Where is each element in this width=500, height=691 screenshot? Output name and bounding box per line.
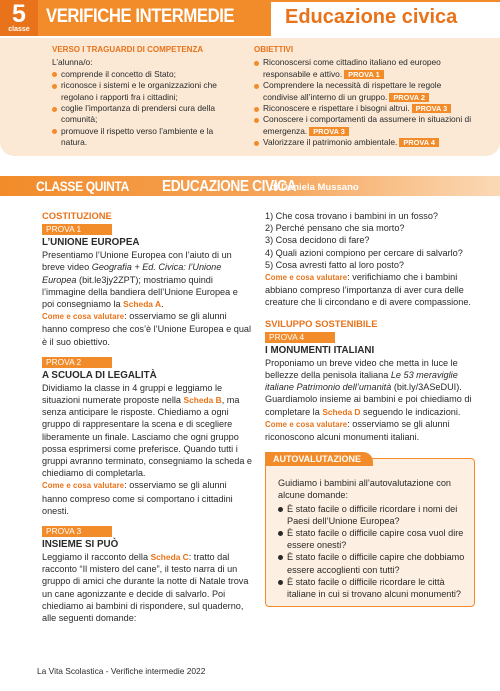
page-footer: La Vita Scolastica - Verifiche intermedie 2022 bbox=[37, 666, 206, 676]
list-item: È stato facile o difficile ricordare le città italiane in cui si trovano alcuni monumenti? bbox=[278, 576, 466, 600]
self-assessment-label: AUTOVALUTAZIONE bbox=[265, 452, 373, 466]
left-column bbox=[42, 210, 252, 624]
list-item: È stato facile o difficile ricordare i nomi dei Paesi dell’Unione Europea? bbox=[278, 503, 466, 527]
subject-title: Educazione civica bbox=[285, 6, 458, 28]
list-item: Valorizzare il patrimonio ambientale. PROVA 4 bbox=[254, 137, 472, 148]
proof-badge: PROVA 2 bbox=[42, 357, 112, 368]
proof-badge: PROVA 4 bbox=[399, 138, 439, 147]
list-item: Riconoscersi come cittadino italiano ed europeo responsabile e attivo. PROVA 1 bbox=[254, 57, 472, 80]
question-item: 4) Quali azioni compiono per cercare di salvarlo? bbox=[265, 247, 463, 258]
scheda-ref: Scheda C bbox=[150, 552, 189, 563]
activity-title: I MONUMENTI ITALIANI bbox=[265, 344, 375, 356]
proof-badge: PROVA 3 bbox=[412, 104, 452, 113]
topic-heading: COSTITUZIONE bbox=[42, 210, 112, 221]
activity-text: Proponiamo un breve video che metta in luce le bellezze della penisola italiana Le 53 meraviglie italiane Patrimonio dell’umanità (bit.ly/3ASeDUI). Guardiamolo insieme ai bambini e poi chiediamo di completare la Scheda D seguendo le indicazioni. bbox=[265, 357, 472, 417]
evaluation-label: Come e cosa valutare bbox=[265, 419, 348, 429]
right-column bbox=[265, 210, 475, 607]
evaluation-label: Come e cosa valutare bbox=[265, 273, 348, 283]
objectives-column bbox=[254, 44, 472, 149]
evaluation-text: Come e cosa valutare: osserviamo se gli alunni riconoscono alcuni monumenti italiani. bbox=[265, 418, 450, 443]
evaluation-label: Come e cosa valutare bbox=[42, 312, 125, 322]
section-bar bbox=[0, 176, 500, 196]
list-item: Riconoscere e rispettare i bisogni altrui. PROVA 3 bbox=[254, 103, 472, 114]
page-title: VERIFICHE INTERMEDIE bbox=[46, 6, 235, 27]
grade-box bbox=[0, 0, 38, 36]
list-item: È stato facile o difficile capire che dobbiamo essere accoglienti con tutti? bbox=[278, 551, 466, 575]
proof-badge: PROVA 3 bbox=[309, 127, 349, 136]
competence-column bbox=[52, 44, 222, 149]
proof-badge: PROVA 1 bbox=[344, 70, 384, 79]
question-item: 3) Cosa decidono di fare? bbox=[265, 235, 370, 246]
list-item: È stato facile o difficile capire cosa vuol dire essere onesti? bbox=[278, 527, 466, 551]
goals-panel bbox=[0, 38, 500, 156]
activity-text: Leggiamo il racconto della Scheda C: tratto dal racconto “Il mistero del cane”, il testo narra di un gruppo di amici che durante la notte di Natale trova un cane agonizzante e decide di salvarlo. Poi chiediamo ai bambini di rispondere, sul quaderno, alle seguenti domande: bbox=[42, 552, 249, 624]
proof-badge: PROVA 2 bbox=[389, 93, 429, 102]
competence-heading: VERSO I TRAGUARDI DI COMPETENZA bbox=[52, 45, 204, 54]
proof-badge: PROVA 1 bbox=[42, 224, 112, 235]
list-item: coglie l’importanza di prendersi cura della comunità; bbox=[52, 103, 222, 126]
scheda-ref: Scheda B bbox=[183, 395, 222, 406]
list-item: Comprendere la necessità di rispettare le regole condivise all’interno di un gruppo. PROVA 2 bbox=[254, 80, 472, 103]
activity-text: Presentiamo l’Unione Europea con l’aiuto di un breve video Geografia + Ed. Civica: l’Unione Europea (bit.le3jy2ZPT); mostriamo quindi l’immagine della bandiera dell’Unione Europea e poi consegniamo la Scheda A. bbox=[42, 250, 238, 310]
list-item: Conoscere i comportamenti da assumere in situazioni di emergenza. PROVA 3 bbox=[254, 114, 472, 137]
activity-title: INSIEME SI PUÒ bbox=[42, 539, 119, 551]
competence-intro: L’alunna/o: bbox=[52, 57, 93, 68]
list-item: promuove il rispetto verso l’ambiente e la natura. bbox=[52, 126, 222, 149]
grade-number: 5 bbox=[12, 0, 26, 28]
question-item: 1) Che cosa trovano i bambini in un fosso? bbox=[265, 211, 438, 221]
question-item: 5) Cosa avresti fatto al loro posto? bbox=[265, 259, 404, 270]
scheda-ref: Scheda A bbox=[123, 299, 162, 310]
topic-heading: SVILUPPO SOSTENIBILE bbox=[265, 317, 378, 329]
list-item: comprende il concetto di Stato; bbox=[52, 69, 222, 80]
evaluation-label: Come e cosa valutare bbox=[42, 481, 125, 491]
objectives-heading: OBIETTIVI bbox=[254, 45, 294, 54]
question-list bbox=[265, 210, 475, 271]
self-assessment-list bbox=[278, 503, 466, 601]
subject-tab bbox=[268, 0, 500, 36]
objectives-list bbox=[254, 57, 472, 148]
author: di Daniela Mussano bbox=[270, 182, 359, 193]
competence-list bbox=[52, 69, 222, 149]
section-heading bbox=[36, 178, 359, 196]
self-assessment-box bbox=[265, 454, 475, 607]
self-assessment-intro: Guidiamo i bambini all’autovalutazione con alcune domande: bbox=[278, 478, 451, 501]
activity-title: L’UNIONE EUROPEA bbox=[42, 237, 140, 249]
evaluation-text: Come e cosa valutare: osserviamo se gli alunni hanno compreso come si comportano i cittadini onesti. bbox=[42, 480, 233, 516]
page-header bbox=[0, 0, 500, 36]
section-subject: EDUCAZIONE CIVICA bbox=[162, 178, 297, 195]
evaluation-text: Come e cosa valutare: osserviamo se gli alunni hanno compreso che cos’è l’Unione Europea e qual è il suo obiettivo. bbox=[42, 311, 251, 347]
activity-text: Dividiamo la classe in 4 gruppi e leggiamo le situazioni numerate proposte nella Scheda B, ma senza anticipare le risposte. Chiediamo a ogni gruppo di rappresentare la scena e di scegliere liberamente un finale. Lasciamo che ogni gruppo possa esprimersi come preferisce. Quando tutti i gruppi avranno terminato, consegniamo la scheda e chiediamo di completarla. bbox=[42, 382, 253, 479]
class-label: CLASSE QUINTA bbox=[36, 178, 129, 194]
grade-label: classe bbox=[8, 26, 30, 33]
list-item: riconosce i sistemi e le organizzazioni che regolano i rapporti fra i cittadini; bbox=[52, 80, 222, 103]
question-item: 2) Perché pensano che sia morto? bbox=[265, 223, 405, 234]
activity-title: A SCUOLA DI LEGALITÀ bbox=[42, 369, 157, 381]
evaluation-text: Come e cosa valutare: verifichiamo che i bambini abbiano compreso l’importanza di aver cura delle creature che li circondano e di avere compassione. bbox=[265, 272, 471, 308]
proof-badge: PROVA 4 bbox=[265, 332, 335, 343]
proof-badge: PROVA 3 bbox=[42, 526, 112, 537]
scheda-ref: Scheda D bbox=[322, 406, 361, 417]
